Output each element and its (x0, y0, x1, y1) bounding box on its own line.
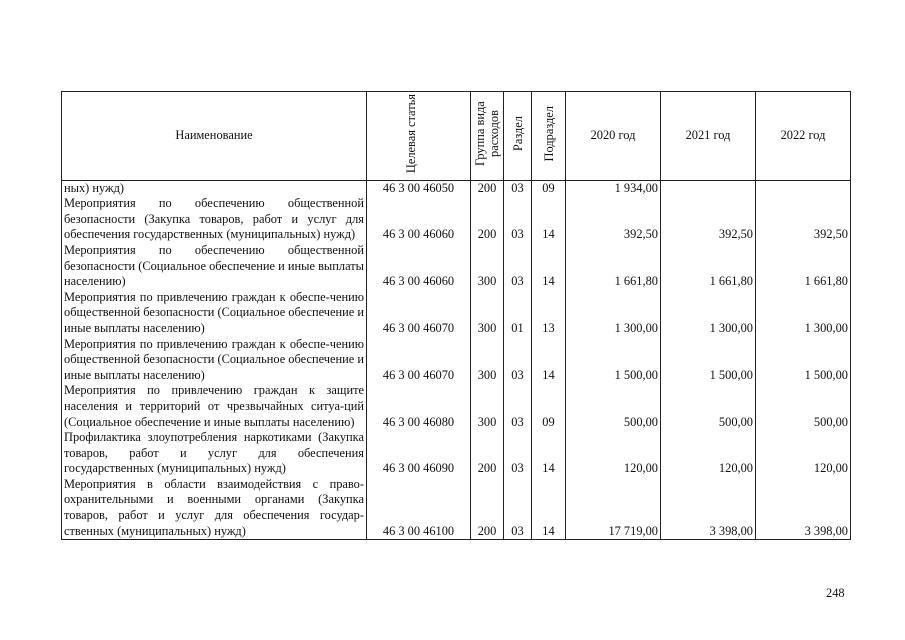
row-group: 300 (471, 243, 504, 290)
row-target-article: 46 3 00 46100 (367, 477, 471, 540)
row-section: 03 (504, 243, 532, 290)
row-2020: 392,50 (566, 196, 661, 243)
header-subsection-label: Подраздел (541, 105, 556, 162)
page-number: 248 (826, 586, 845, 600)
row-section: 03 (504, 180, 532, 196)
row-subsection: 14 (532, 430, 566, 477)
row-target-article: 46 3 00 46090 (367, 430, 471, 477)
row-target-article: 46 3 00 46070 (367, 290, 471, 337)
row-group: 300 (471, 337, 504, 384)
row-name: Мероприятия по обеспечению общественной безопасности (Социальное обеспечение и иные выплаты населению) (62, 243, 367, 290)
row-2021: 1 300,00 (661, 290, 756, 337)
row-group: 200 (471, 180, 504, 196)
row-2022: 1 661,80 (756, 243, 851, 290)
header-section (504, 92, 532, 181)
header-name-label: Наименование (175, 128, 253, 142)
row-2020: 1 934,00 (566, 180, 661, 196)
row-2022: 120,00 (756, 430, 851, 477)
row-subsection: 13 (532, 290, 566, 337)
row-section: 03 (504, 430, 532, 477)
row-section: 03 (504, 477, 532, 540)
header-2020 (566, 92, 661, 181)
row-name: Мероприятия по привлечению граждан к обеспе-чению общественной безопасности (Социальное обеспечение и иные выплаты населению) (62, 337, 367, 384)
row-2022: 392,50 (756, 196, 851, 243)
row-name: Мероприятия по привлечению граждан к обеспе-чению общественной безопасности (Социальное обеспечение и иные выплаты населению) (62, 290, 367, 337)
row-2020: 120,00 (566, 430, 661, 477)
header-2021 (661, 92, 756, 181)
row-2021: 1 500,00 (661, 337, 756, 384)
row-subsection: 14 (532, 337, 566, 384)
table-row (62, 337, 851, 384)
row-2021: 120,00 (661, 430, 756, 477)
row-section: 03 (504, 383, 532, 430)
table-header-row (62, 92, 851, 181)
header-name (62, 92, 367, 181)
row-2022: 500,00 (756, 383, 851, 430)
row-2020: 1 500,00 (566, 337, 661, 384)
row-section: 03 (504, 337, 532, 384)
row-target-article: 46 3 00 46050 (367, 180, 471, 196)
row-2020: 1 300,00 (566, 290, 661, 337)
header-2021-label: 2021 год (685, 128, 731, 142)
row-group: 300 (471, 290, 504, 337)
row-2021 (661, 180, 756, 196)
header-target-article (367, 92, 471, 181)
row-target-article: 46 3 00 46060 (367, 196, 471, 243)
row-target-article: 46 3 00 46070 (367, 337, 471, 384)
row-subsection: 14 (532, 477, 566, 540)
row-name: ных) нужд) (62, 180, 367, 196)
row-section: 01 (504, 290, 532, 337)
row-2022: 1 300,00 (756, 290, 851, 337)
row-group: 300 (471, 383, 504, 430)
row-subsection: 14 (532, 243, 566, 290)
row-2021: 3 398,00 (661, 477, 756, 540)
header-target-article-label: Целевая статья (403, 93, 418, 174)
header-2022 (756, 92, 851, 181)
table-row (62, 290, 851, 337)
row-group: 200 (471, 430, 504, 477)
row-2020: 500,00 (566, 383, 661, 430)
row-2022: 3 398,00 (756, 477, 851, 540)
row-name: Мероприятия по обеспечению общественной безопасности (Закупка товаров, работ и услуг для обеспечения государственных (муниципальных) нужд) (62, 196, 367, 243)
header-2020-label: 2020 год (590, 128, 636, 142)
header-section-label: Раздел (510, 115, 525, 152)
row-subsection: 09 (532, 383, 566, 430)
row-subsection: 09 (532, 180, 566, 196)
row-2021: 500,00 (661, 383, 756, 430)
row-name: Мероприятия в области взаимодействия с право-охранительными и военными органами (Закупка товаров, работ и услуг для обеспечения государ-ственных (муниципальных) нужд) (62, 477, 367, 540)
row-2022 (756, 180, 851, 196)
row-2022: 1 500,00 (756, 337, 851, 384)
header-2022-label: 2022 год (780, 128, 826, 142)
header-group-expenses-label: Группа вида расходов (473, 101, 501, 166)
header-group-expenses (471, 92, 504, 181)
row-2021: 1 661,80 (661, 243, 756, 290)
row-2020: 1 661,80 (566, 243, 661, 290)
header-subsection (532, 92, 566, 181)
table-row (62, 196, 851, 243)
row-target-article: 46 3 00 46060 (367, 243, 471, 290)
row-target-article: 46 3 00 46080 (367, 383, 471, 430)
table-row (62, 477, 851, 540)
row-name: Мероприятия по привлечению граждан к защите населения и территорий от чрезвычайных ситуа-ций (Социальное обеспечение и иные выплаты населению) (62, 383, 367, 430)
row-section: 03 (504, 196, 532, 243)
row-group: 200 (471, 477, 504, 540)
row-group: 200 (471, 196, 504, 243)
budget-table (61, 91, 851, 540)
row-subsection: 14 (532, 196, 566, 243)
table-row (62, 180, 851, 196)
table-row (62, 430, 851, 477)
table-row (62, 383, 851, 430)
table-row (62, 243, 851, 290)
row-name: Профилактика злоупотребления наркотиками (Закупка товаров, работ и услуг для обеспечения государственных (муниципальных) нужд) (62, 430, 367, 477)
row-2020: 17 719,00 (566, 477, 661, 540)
row-2021: 392,50 (661, 196, 756, 243)
